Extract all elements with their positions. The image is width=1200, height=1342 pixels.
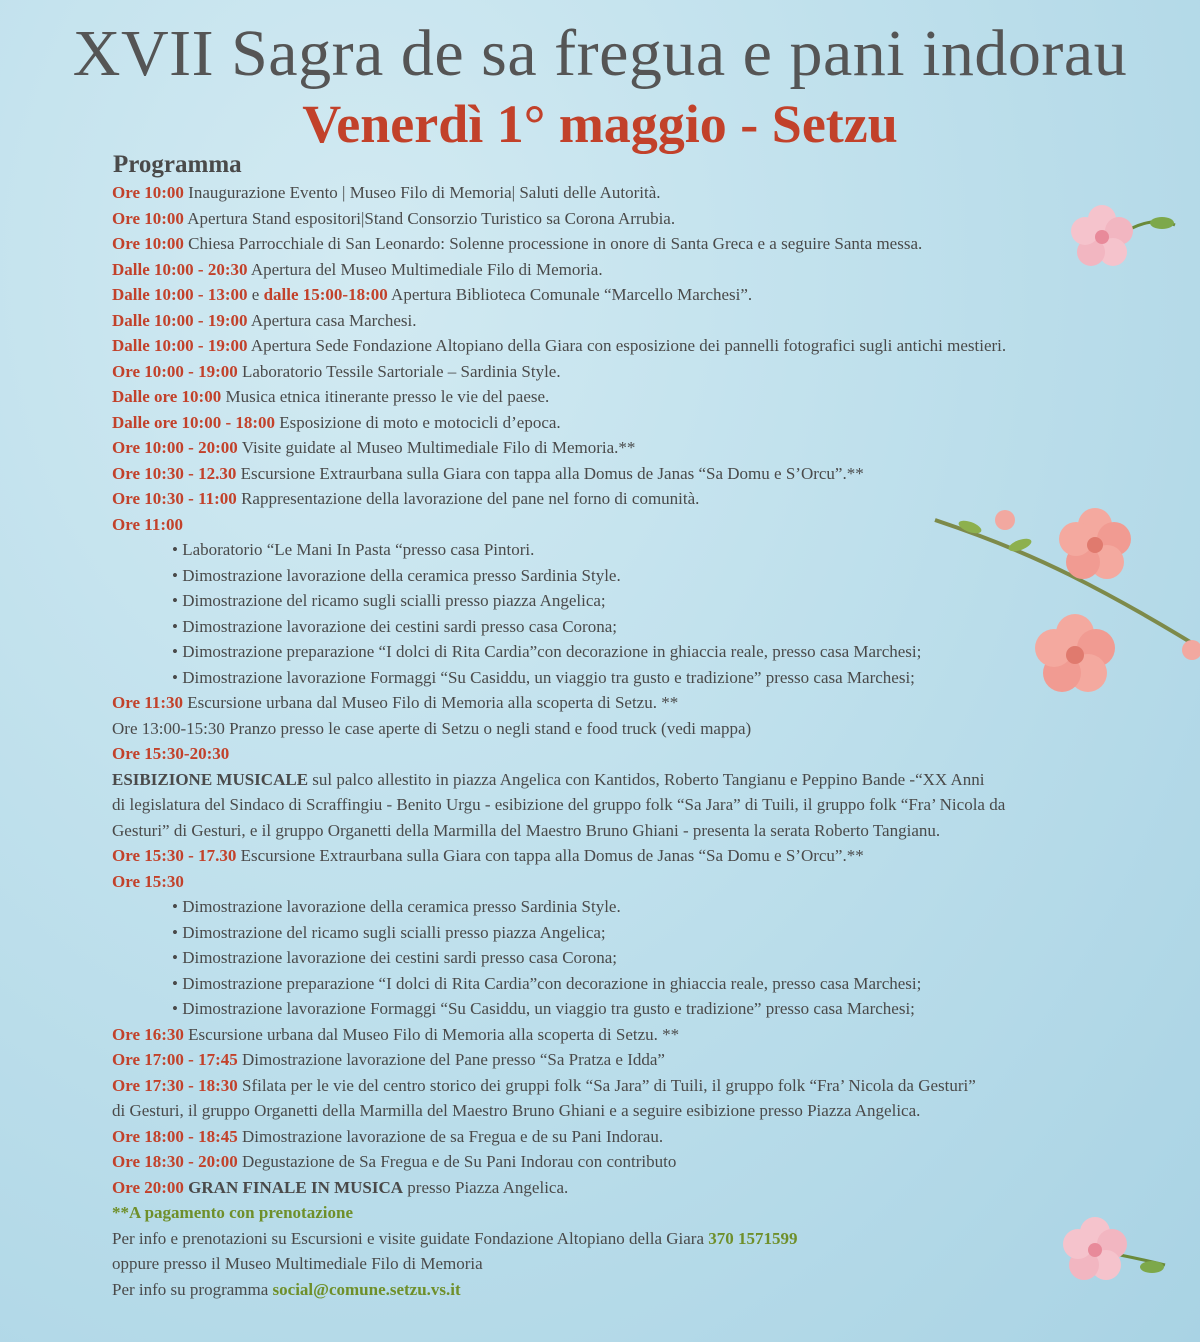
booking-info: Per info e prenotazioni su Escursioni e visite guidate Fondazione Altopiano della Giara 370 1571599 xyxy=(112,1228,798,1248)
program-item: Dalle ore 10:00 Musica etnica itinerante presso le vie del paese. xyxy=(112,387,550,406)
program-item: Ore 17:00 - 17:45 Dimostrazione lavorazione del Pane presso “Sa Pratza e Idda” xyxy=(112,1050,665,1069)
program-item: Ore 15:30-20:30 xyxy=(112,744,230,763)
program-list xyxy=(112,180,1122,1302)
program-info: Per info su programma social@comune.setzu.vs.it xyxy=(112,1279,461,1299)
program-item: Ore 18:30 - 20:00 Degustazione de Sa Fregua e de Su Pani Indorau con contributo xyxy=(112,1152,677,1171)
program-bullet: • Dimostrazione preparazione “I dolci di Rita Cardia”con decorazione in ghiaccia reale, presso casa Marchesi; xyxy=(172,642,922,661)
program-bullet: • Dimostrazione del ricamo sugli scialli presso piazza Angelica; xyxy=(172,591,606,610)
email-link[interactable]: social@comune.setzu.vs.it xyxy=(272,1279,461,1299)
blossom-branch-icon xyxy=(930,505,1200,705)
program-item: Ore 10:00 - 19:00 Laboratorio Tessile Sartoriale – Sardinia Style. xyxy=(112,361,561,381)
program-bullet: • Dimostrazione lavorazione Formaggi “Su Casiddu, un viaggio tra gusto e tradizione” presso casa Marchesi; xyxy=(172,667,915,687)
program-item: Dalle 10:00 - 13:00 e dalle 15:00-18:00 Apertura Biblioteca Comunale “Marcello Marchesi”. xyxy=(112,285,753,304)
program-item: Gesturi” di Gesturi, e il gruppo Organetti della Marmilla del Maestro Bruno Ghiani - presenta la serata Roberto Tangianu. xyxy=(112,820,941,840)
program-item: Ore 10:00 Chiesa Parrocchiale di San Leonardo: Solenne processione in onore di Santa Greca e a seguire Santa messa. xyxy=(112,234,923,253)
program-item: ESIBIZIONE MUSICALE sul palco allestito in piazza Angelica con Kantidos, Roberto Tangianu e Peppino Bande -“XX Anni xyxy=(112,769,985,789)
program-item: Ore 17:30 - 18:30 Sfilata per le vie del centro storico dei gruppi folk “Sa Jara” di Tuili, il gruppo folk “Fra’ Nicola da Gesturi” xyxy=(112,1075,976,1095)
program-item: Ore 11:30 Escursione urbana dal Museo Filo di Memoria alla scoperta di Setzu. ** xyxy=(112,693,679,712)
program-item: di legislatura del Sindaco di Scraffingiu - Benito Urgu - esibizione del gruppo folk “Sa Jara” di Tuili, il gruppo folk “Fra’ Nicola da xyxy=(112,795,1006,814)
program-bullet: • Dimostrazione preparazione “I dolci di Rita Cardia”con decorazione in ghiaccia reale, presso casa Marchesi; xyxy=(172,973,922,993)
program-item: Dalle ore 10:00 - 18:00 Esposizione di moto e motocicli d’epoca. xyxy=(112,412,561,432)
program-item: Dalle 10:00 - 20:30 Apertura del Museo Multimediale Filo di Memoria. xyxy=(112,259,603,279)
program-item: Ore 20:00 GRAN FINALE IN MUSICA presso Piazza Angelica. xyxy=(112,1177,569,1197)
booking-alt: oppure presso il Museo Multimediale Filo di Memoria xyxy=(112,1254,483,1273)
program-item: Ore 10:30 - 11:00 Rappresentazione della lavorazione del pane nel forno di comunità. xyxy=(112,489,700,508)
program-item: Ore 15:30 xyxy=(112,871,184,891)
blossom-icon xyxy=(1040,1205,1170,1295)
program-item: Ore 10:00 Inaugurazione Evento | Museo Filo di Memoria| Saluti delle Autorità. xyxy=(112,183,661,202)
program-item: Ore 15:30 - 17.30 Escursione Extraurbana sulla Giara con tappa alla Domus de Janas “Sa Domu e S’Orcu”.** xyxy=(112,846,864,865)
phone-number[interactable]: 370 1571599 xyxy=(708,1228,798,1248)
program-bullet: • Dimostrazione lavorazione della ceramica presso Sardinia Style. xyxy=(172,565,621,585)
program-item: Dalle 10:00 - 19:00 Apertura Sede Fondazione Altopiano della Giara con esposizione dei pannelli fotografici sugli antichi mestieri. xyxy=(112,336,1007,355)
program-bullet: • Laboratorio “Le Mani In Pasta “presso casa Pintori. xyxy=(172,540,535,559)
program-bullet: • Dimostrazione lavorazione dei cestini sardi presso casa Corona; xyxy=(172,616,617,636)
program-item: Ore 13:00-15:30 Pranzo presso le case aperte di Setzu o negli stand e food truck (vedi mappa) xyxy=(112,718,752,738)
program-heading: Programma xyxy=(113,151,242,178)
program-item: Ore 18:00 - 18:45 Dimostrazione lavorazione de sa Fregua e de su Pani Indorau. xyxy=(112,1126,664,1146)
program-item: Ore 16:30 Escursione urbana dal Museo Filo di Memoria alla scoperta di Setzu. ** xyxy=(112,1024,680,1044)
program-item: di Gesturi, il gruppo Organetti della Marmilla del Maestro Bruno Ghiani e a seguire esibizione presso Piazza Angelica. xyxy=(112,1101,921,1120)
program-bullet: • Dimostrazione lavorazione dei cestini sardi presso casa Corona; xyxy=(172,948,617,967)
program-item: Dalle 10:00 - 19:00 Apertura casa Marchesi. xyxy=(112,310,417,330)
blossom-icon xyxy=(1050,195,1180,285)
program-bullet: • Dimostrazione lavorazione Formaggi “Su Casiddu, un viaggio tra gusto e tradizione” presso casa Marchesi; xyxy=(172,999,915,1018)
program-item: Ore 10:30 - 12.30 Escursione Extraurbana sulla Giara con tappa alla Domus de Janas “Sa Domu e S’Orcu”.** xyxy=(112,463,864,483)
event-title: XVII Sagra de sa fregua e pani indorau xyxy=(72,17,1128,90)
program-bullet: • Dimostrazione lavorazione della ceramica presso Sardinia Style. xyxy=(172,897,621,916)
program-bullet: • Dimostrazione del ricamo sugli scialli presso piazza Angelica; xyxy=(172,922,606,942)
program-item: Ore 11:00 xyxy=(112,514,183,534)
program-item: Ore 10:00 - 20:00 Visite guidate al Museo Multimediale Filo di Memoria.** xyxy=(112,438,636,457)
program-item: Ore 10:00 Apertura Stand espositori|Stand Consorzio Turistico sa Corona Arrubia. xyxy=(112,208,676,228)
payment-note: **A pagamento con prenotazione xyxy=(112,1203,353,1222)
event-date-place: Venerdì 1° maggio - Setzu xyxy=(302,94,898,154)
